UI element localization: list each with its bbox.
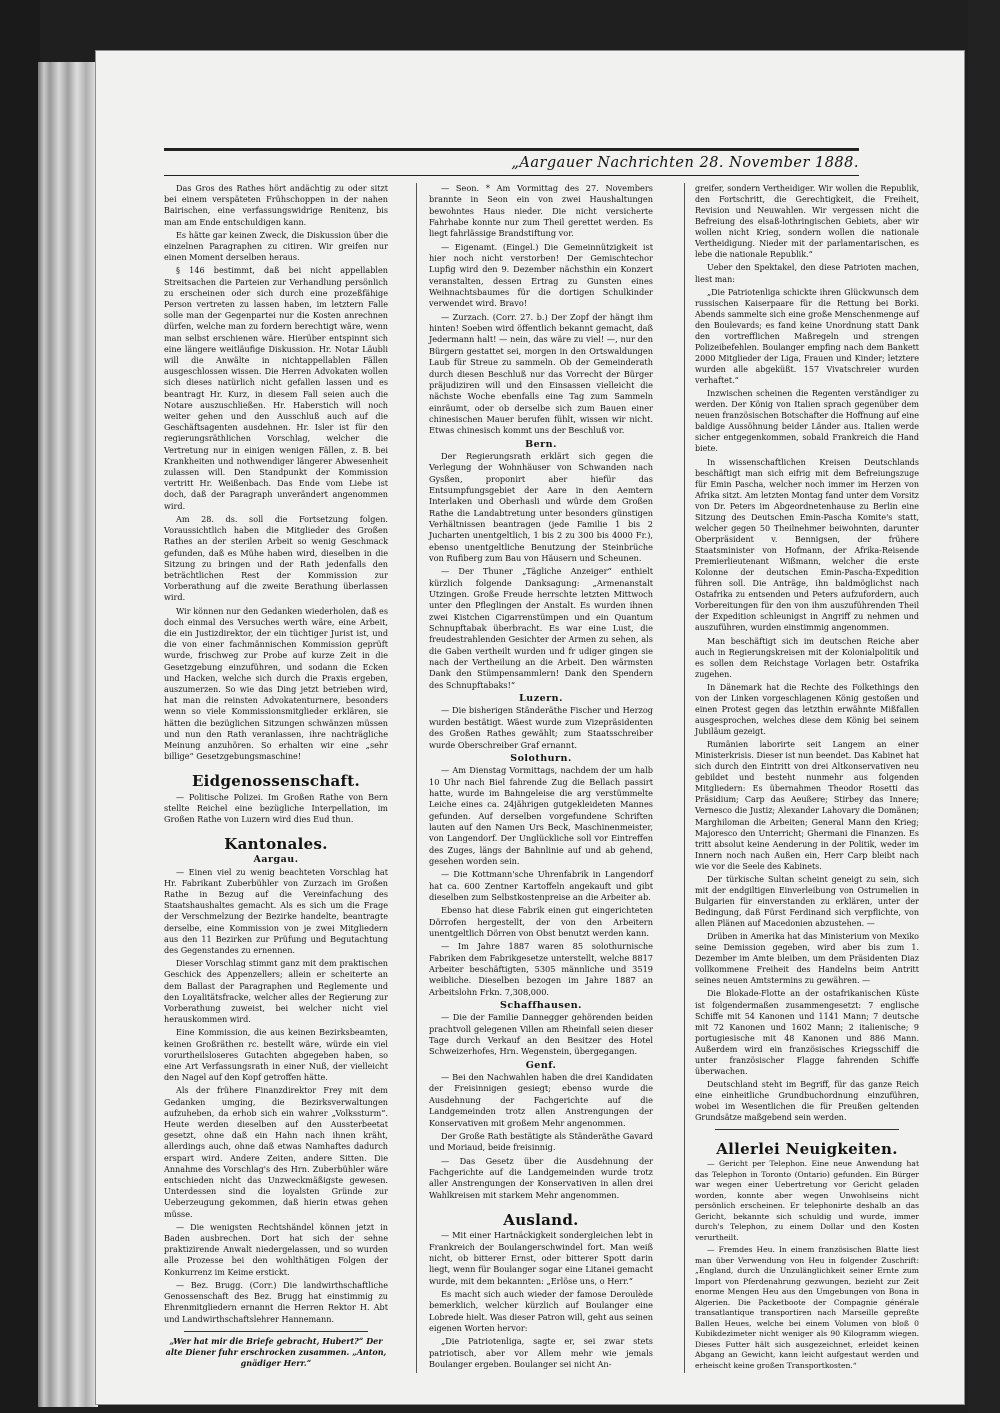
newspaper-page [95, 50, 965, 1405]
paragraph: — Seon. * Am Vormittag des 27. Novembers brannte in Seon ein von zwei Haushaltungen bewohntes Haus nieder. Die nicht versicherte Fahrhabe konnte nur zum Theil gerettet werden. Es liegt fahrlässige Brandstiftung vor. [429, 183, 653, 239]
paragraph: — Die bisherigen Ständeräthe Fischer und Herzog wurden bestätigt. Wäest wurde zum Vizepräsidenten des Großen Rathes gewählt; zum Staatsschreiber wurde Oberschreiber Graf ernannt. [429, 705, 653, 750]
canton-heading: Solothurn. [510, 752, 572, 764]
paragraph: — Fremdes Heu. In einem französischen Blatte liest man über Verwendung von Heu in folgender Zuschrift: „England, durch die Unzulänglichkeit seiner Ernte zum Import von Pferdenahrung gezwungen, bezieht zur Zeit enorme Mengen Heu aus den Umgebungen von Bona in Algerien. Die Packetboote der Compagnie générale transatlantique transportiren nach Marseille gepreßte Ballen Heues, welche bei einem Volumen von bloß 0 Kubikdezimeter nicht weniger als 90 Kilogramm wiegen. Dieses Futter hält sich ausgezeichnet, erleidet keinen Abgang an Gewicht, kann leicht aufgestaut werden und erheischt keine großen Transportkosten.“ [695, 1245, 919, 1370]
paragraph: Der Regierungsrath erklärt sich gegen die Verlegung der Wohnhäuser von Schwanden nach Gysßen, proponirt aber hiefür das Entsumpfungsgebiet der Aare in den Aemtern Interlaken und Oberhasli und würde dem Großen Rathe die Landabtretung unter besonders günstigen Verhältnissen beantragen (jede Familie 1 bis 2 Jucharten unentgeltlich, 1 bis 2 zu 300 bis 4000 Fr.), ebenso unentgeltliche Benutzung der Steinbrüche von Rufiberg zum Bau von Häusern und Scheunen. [429, 450, 653, 563]
paragraph: Der türkische Sultan scheint geneigt zu sein, sich mit der endgiltigen Einverleibung von Ostrumelien in Bulgarien für einverstanden zu erklären, unter der Bedingung, daß Fürst Ferdinand sich verpflichte, von allen Plänen auf Macedonien abzustehen. — [695, 874, 919, 929]
paragraph: In wissenschaftlichen Kreisen Deutschlands beschäftigt man sich eifrig mit dem Befreiungszuge für Emin Pascha, welcher noch immer im Herzen von Afrika sitzt. Am letzten Montag fand unter dem Vorsitz von Dr. Peters im Abgeordnetenhause zu Berlin eine Sitzung des Deutschen Emin-Pascha Komite's statt, welcher gegen 50 Theilnehmer beiwohnten, darunter Oberpräsident v. Bennigsen, der frühere Staatsminister von Hofmann, der Afrika-Reisende Premierlieutenant Wißmann, welcher die erste Kolonne der deutschen Emin-Pascha-Expedition führen soll. Die Anträge, ihn baldmöglichst nach Ostafrika zu entsenden und Peters aufzufordern, auch Vorbereitungen für den von ihm auszuführenden Theil der Expedition schleunigst in Angriff zu nehmen und auszuführen, wurden einstimmig angenommen. [695, 457, 919, 633]
column-separator [416, 183, 417, 1373]
section-heading: Kantonales. [224, 835, 328, 854]
masthead-rule [164, 148, 859, 151]
section-heading: Ausland. [503, 1210, 579, 1229]
paragraph: — Das Gesetz über die Ausdehnung der Fachgerichte auf die Landgemeinden wurde trotz aller Anstrengungen der Konservativen in allen drei Wahlkreisen mit starkem Mehr angenommen. [429, 1155, 653, 1200]
column-2 [429, 183, 653, 1372]
paragraph: Es macht sich auch wieder der famose Deroulède bemerklich, welcher kürzlich auf Boulanger eine Lobrede hielt. Was dieser Patron will, geht aus seinen eigenen Worten hervor: [429, 1288, 653, 1333]
divider [715, 1129, 899, 1130]
paragraph: — Mit einer Hartnäckigkeit sondergleichen lebt in Frankreich der Boulangerschwindel fort. Man weiß nicht, ob bitterer Ernst, oder bitterer Spott darin liegt, wenn für Boulanger sogar eine Litanei gemacht wurde, mit dem bekannten: „Erlöse uns, o Herr.“ [429, 1230, 653, 1286]
paragraph: Drüben in Amerika hat das Ministerium von Mexiko seine Demission gegeben, wird aber bis zum 1. Dezember im Amte bleiben, um dem Präsidenten Diaz vollkommene Freiheit des Handelns beim Antritt seines neuen Amtstermins zu gewähren. — [695, 932, 919, 986]
paragraph: Man beschäftigt sich im deutschen Reiche aber auch in Regierungskreisen mit der Kolonialpolitik und es sollen dem Reichstage Vorlagen betr. Ostafrika zugehen. [695, 636, 919, 679]
paragraph: „Die Patriotenliga, sagte er, sei zwar stets patriotisch, aber vor Allem mehr wie jemals Boulanger ergeben. Boulanger sei nicht An- [429, 1336, 653, 1370]
paragraph: Ueber den Spektakel, den diese Patrioten machen, liest man: [695, 263, 919, 284]
paragraph: In Dänemark hat die Rechte des Folkethings den von der Linken vorgeschlagenen König gestoßen und einen Protest gegen das letzthin erwähnte Mißfallen ausgesprochen, welches diese dem König bei seinem Jubiläum gezeigt. [695, 682, 919, 736]
paragraph: Dieser Vorschlag stimmt ganz mit dem praktischen Geschick des Appenzellers; allein er scheiterte an dem Ballast der Paragraphen und Reglemente und den Loyalitätsfracke, welcher alles der Regierung zur Vorberathung zuweist, bei welcher nicht viel herauskommen wird. [164, 958, 388, 1025]
paragraph: — Bez. Brugg. (Corr.) Die landwirthschaftliche Genossenschaft des Bez. Brugg hat einstimmig zu Ehrenmitgliedern ernannt die Herren Rektor H. Abt und Landwirthschaftslehrer Hannemann. [164, 1279, 388, 1324]
section-heading: Eidgenossenschaft. [191, 772, 361, 791]
paragraph: — Einen viel zu wenig beachteten Vorschlag hat Hr. Fabrikant Zuberbühler von Zurzach im Großen Rathe in Bezug auf die Vereinfachung des Staatshaushaltes gemacht. Als es sich um die Frage der Verschmelzung der Bezirke handelte, beantragte derselbe, eine Kommission von je zwei Mitgliedern aus den 11 Bezirken zur Prüfung und Begutachtung des Gegenstandes zu ernennen. [164, 866, 388, 955]
column-separator [684, 183, 685, 1373]
page-stack-edge [38, 62, 98, 1407]
paragraph: — Eigenamt. (Eingel.) Die Gemeinnützigkeit ist hier noch nicht verstorben! Der Gemischtechor Lupfig wird den 9. Dezember nächsthin ein Konzert veranstalten, dessen Ertrag zu Gunsten eines Weihnachtsbaumes für die dortigen Schulkinder verwendet wird. Bravo! [429, 241, 653, 309]
paragraph: Eine Kommission, die aus keinen Bezirksbeamten, keinen Großräthen rc. bestellt wäre, würde ein viel vorurtheilsloseres Gutachten abgegeben haben, so eine Art Verfassungsrath in einer Nuß, der vielleicht den Nagel auf den Kopf getroffen hätte. [164, 1027, 388, 1083]
paragraph: — Politische Polizei. Im Großen Rathe von Bern stellte Reichel eine bezügliche Interpellation, im Großen Rathe von Luzern wird dies Eud thun. [164, 791, 388, 824]
masthead: „Aargauer Nachrichten 28. November 1888. [511, 155, 859, 171]
section-heading: Allerlei Neuigkeiten. [716, 1140, 898, 1159]
paragraph: — Im Jahre 1887 waren 85 solothurnische Fabriken dem Fabrikgesetze unterstellt, welche 8817 Arbeiter beschäftigten, 5305 männliche und 3519 weibliche. Dieselben bezogen im Jahre 1887 an Arbeitslohn Frkn. 7,308,000. [429, 941, 653, 997]
paragraph: Der Große Rath bestätigte als Ständeräthe Gavard und Moriaud, beide freisinnig. [429, 1130, 653, 1153]
paragraph: — Gericht per Telephon. Eine neue Anwendung hat das Telephon in Toronto (Ontario) gefunden. Ein Bürger war wegen einer Uebertretung vor Gericht geladen worden, konnte aber wegen Unwohlseins nicht persönlich erscheinen. Er telephonirte deshalb an das Gericht, bekannte sich schuldig und wurde, immer durch's Telephon, zu einem Dollar und den Kosten verurtheilt. [695, 1159, 919, 1242]
canton-heading: Aargau. [253, 854, 299, 866]
paragraph: Das Gros des Rathes hört andächtig zu oder sitzt bei einem verspäteten Frühschoppen in der nahen Bairischen, eine verfassungswidrige Renitenz, bis man am Ende entschuldigen kann. [164, 183, 388, 227]
paragraph: Rumänien laborirte seit Langem an einer Ministerkrisis. Dieser ist nun beendet. Das Kabinet hat sich durch den Eintritt von drei Altkonservativen neu gebildet und besteht nunmehr aus folgenden Mitgliedern: Es übernahmen Theodor Rosetti das Präsidium; Carp das Aeußere; Stirbey das Innere; Vernesco die Justiz; Alexander Lahovary die Domänen; Marghiloman die Arbeiten; General Mann den Krieg; Majoresco den Unterricht; Ghermani die Finanzen. Es tritt absolut keine Aenderung in der Politik, weder im Innern noch nach Außen ein, Herr Carp bleibt nach wie vor die Seele des Kabinets. [695, 740, 919, 871]
masthead-rule-lower [164, 175, 859, 176]
feuilleton-quote: „Wer hat mir die Briefe gebracht, Hubert?“ Der alte Diener fuhr erschrocken zusammen. „Anton, gnädiger Herr.“ [165, 1335, 387, 1368]
paragraph: — Die wenigsten Rechtshändel können jetzt in Baden ausbrechen. Dort hat sich der sehne praktizirende Anwalt niedergelassen, und so wurden alle Prozesse bei den wohlthätigen Folgen der Konkurrenz im Keime erstickt. [164, 1221, 388, 1277]
paragraph: — Am Dienstag Vormittags, nachdem der um halb 10 Uhr nach Biel fahrende Zug die Bellach passirt hatte, wurde im Bahngeleise die arg verstümmelte Leiche eines ca. 24jährigen gutgekleideten Mannes gefunden. Auf derselben vorgefundene Schriften lauten auf den Namen Urs Beck, Maschinenmeister, von Langendorf. Der Unglückliche soll vor Eintreffen des Zuges, längs der Bahnlinie auf und ab gehend, gesehen worden sein. [429, 765, 653, 866]
canton-heading: Schaffhausen. [500, 1000, 582, 1012]
paragraph: Inzwischen scheinen die Regenten verständiger zu werden. Der König von Italien sprach gegenüber dem neuen französischen Botschafter die Hoffnung auf eine baldige Aussöhnung beider Länder aus. Italien werde sicher entgegenkommen, sobald Frankreich die Hand biete. [695, 389, 919, 454]
scan-background [968, 0, 1000, 1413]
paragraph: — Die der Familie Dannegger gehörenden beiden prachtvoll gelegenen Villen am Rheinfall seien dieser Tage durch Verkauf an den Besitzer des Hotel Schweizerhofes, Hrn. Wegenstein, übergegangen. [429, 1012, 653, 1057]
paragraph: greifer, sondern Vertheidiger. Wir wollen die Republik, den Fortschritt, die Gerechtigkeit, die Freiheit, Revision und Neuwahlen. Wir vergessen nicht die Befreiung des elsaß-lothringischen Gebiets, aber wir wollen nicht Krieg, sondern wollen die nationale Vertheidigung. Nieder mit der parlamentarischen, es lebe die nationale Republik.“ [695, 184, 919, 260]
book-binding [0, 0, 40, 1413]
paragraph: Am 28. ds. soll die Fortsetzung folgen. Voraussichtlich haben die Mitglieder des Großen Rathes an der sterilen Arbeit so wenig Geschmack gefunden, daß es Mühe haben wird, dieselben in die Sitzung zu bringen und der Rath jedenfalls den beträchtlichen Rest der Kommission zur Vorberathung auf die zweite Berathung überlassen wird. [164, 513, 388, 603]
canton-heading: Bern. [525, 438, 557, 450]
column-1 [164, 183, 388, 1369]
paragraph: — Der Thuner „Tägliche Anzeiger“ enthielt kürzlich folgende Danksagung: „Armenanstalt Utzingen. Große Freude herrschte letzten Mittwoch unter den Pfleglingen der Anstalt. Es wurden ihnen zwei Kistchen Cigarrenstümpen und ein Quantum Schnupftabak überbracht. Es war eine Lust, die freudestrahlenden Gesichter der Armen zu sehen, als die Gaben vertheilt wurden und fr udiger gingen sie nach der Vertheilung an die Arbeit. Den wärmsten Dank den Stümpensammlern! Dank den Spendern des Schnupftabaks!“ [429, 566, 653, 690]
paragraph: § 146 bestimmt, daß bei nicht appellablen Streitsachen die Parteien zur Verhandlung persönlich zu erscheinen oder sich durch eine prozeßfähige Person vertreten zu lassen haben, im letztern Falle solle man der Gegenpartei nur die Kosten anrechnen dürfen, welche man zu fordern berechtigt wäre, wenn man selbst erschienen wäre. Hierüber entspinnt sich eine längere weitläufige Diskussion. Hr. Notar Läubli will die Anwälte in nichtappellablen Fällen ausgeschlossen wissen. Die Herren Advokaten wollen sich dieses natürlich nicht gefallen lassen und es beantragt Hr. Kurz, in diesem Fall seien auch die Notare auszuschließen. Hr. Haberstich will noch weiter gehen und den Ausschluß auch auf die Geschäftsagenten ausdehnen. Hr. Isler ist für den regierungsräthlichen Vorschlag, welcher die Vertretung nur in einigen wenigen Fällen, z. B. bei Krankheiten und nothwendiger längerer Abwesenheit zulassen will. Den Standpunkt der Kommission vertritt Hr. Weißenbach. Das Ende vom Liebe ist doch, daß der Paragraph unverändert angenommen wird. [164, 265, 388, 511]
paragraph: — Die Kottmann'sche Uhrenfabrik in Langendorf hat ca. 600 Zentner Kartoffeln angekauft und gibt dieselben zum Selbstkostenpreise an die Arbeiter ab. [429, 869, 653, 902]
paragraph: Es hätte gar keinen Zweck, die Diskussion über die einzelnen Paragraphen zu citiren. Wir greifen nur einen Moment derselben heraus. [164, 229, 388, 263]
column-3 [695, 183, 919, 1373]
paragraph: Als der frühere Finanzdirektor Frey mit dem Gedanken umging, die Bezirksverwaltungen aufzuheben, da erhob sich ein wahrer „Volkssturm“. Heute werden dieselben auf den Aussterbeetat gesetzt, ohne daß ein Hahn nach ihnen kräht, allerdings auch, ohne daß etwas Namhaftes dadurch erspart wird. Andere Zeiten, andere Sitten. Die Annahme des Vorschlag's des Hrn. Zuberbühler wäre entschieden nicht das Unzweckmäßigste gewesen. Unterdessen sind die loyalsten Gründe zur Ueberzeugung gekommen, daß hierin etwas gehen müsse. [164, 1085, 388, 1219]
paragraph: Wir können nur den Gedanken wiederholen, daß es doch einmal des Versuches werth wäre, eine Arbeit, die ein Justizdirektor, der ein tüchtiger Jurist ist, und die von einer fachmännischen Kommission geprüft wurde, frischweg zur Probe auf kurze Zeit in die Gesetzgebung einzuführen, und sodann die Ecken und Hacken, welche sich durch die Praxis ergeben, auszumerzen. So wie das Ding jetzt betrieben wird, hat man die reinsten Advokatenturnere, besonders wenn so viele Kommissionsmitglieder erklären, sie hätten die bezüglichen Sitzungen schwänzen müssen und nun den Rath veranlassen, ihre nachträgliche Meinung anzuhören. So erhalten wir eine „sehr billige“ Gesetzgebungsmaschine! [164, 605, 388, 762]
paragraph: Deutschland steht im Begriff, für das ganze Reich eine einheitliche Grundbuchordnung einzuführen, wobei im Wesentlichen die für Preußen geltenden Grundsätze maßgebend sein werden. [695, 1079, 919, 1123]
paragraph: — Bei den Nachwahlen haben die drei Kandidaten der Freisinnigen gesiegt; ebenso wurde die Ausdehnung der Fachgerichte auf die Landgemeinden trotz allen Anstrengungen der Konservativen mit großem Mehr angenommen. [429, 1072, 653, 1128]
paragraph: Ebenso hat diese Fabrik einen gut eingerichteten Dörrofen hergestellt, der von den Arbeitern unentgeltlich Dörren von Obst benutzt werden kann. [429, 905, 653, 938]
paragraph: Die Blokade-Flotte an der ostafrikanischen Küste ist folgendermaßen zusammengesetzt: 7 englische Schiffe mit 54 Kanonen und 1141 Mann; 7 deutsche mit 72 Kanonen und 1602 Mann; 2 italienische; 9 portugiesische mit 48 Kanonen und 886 Mann. Außerdem wird ein französisches Kriegsschiff die unter französischer Flagge fahrenden Schiffe überwachen. [695, 989, 919, 1076]
paragraph: „Die Patriotenliga schickte ihren Glückwunsch dem russischen Kaiserpaare für die Rettung bei Borki. Abends sammelte sich eine große Menschenmenge auf den Boulevards; es fand keine Unordnung statt Dank den vortrefflichen Maßregeln und strengen Polizeibefehlen. Boulanger empfing nach dem Bankett 2000 Mitglieder der Liga, Frauen und Kinder; letztere wurden alle abgeküßt. 157 Vivatschreier wurden verhaftet.“ [695, 287, 919, 386]
paragraph: — Zurzach. (Corr. 27. b.) Der Zopf der hängt ihm hinten! Soeben wird öffentlich bekannt gemacht, daß Jedermann halt! — nein, das wäre zu viel! —, nur den Bürgern gestattet sei, morgen in den Ortswaldungen Laub für Streue zu sammeln. Ob der Gemeinderath durch diesen Beschluß nur das Vorrecht der Bürger präjudiziren will und den Einsassen vielleicht die nächste Woche ebenfalls eine Tag zum Sammeln einräumt, oder ob derselbe sich zum Bauen einer chinesischen Mauer berufen fühlt, wissen wir nicht. Etwas chinesisch kommt uns der Beschluß vor. [429, 311, 653, 436]
divider [184, 1331, 368, 1332]
canton-heading: Genf. [525, 1059, 557, 1071]
canton-heading: Luzern. [519, 693, 563, 705]
